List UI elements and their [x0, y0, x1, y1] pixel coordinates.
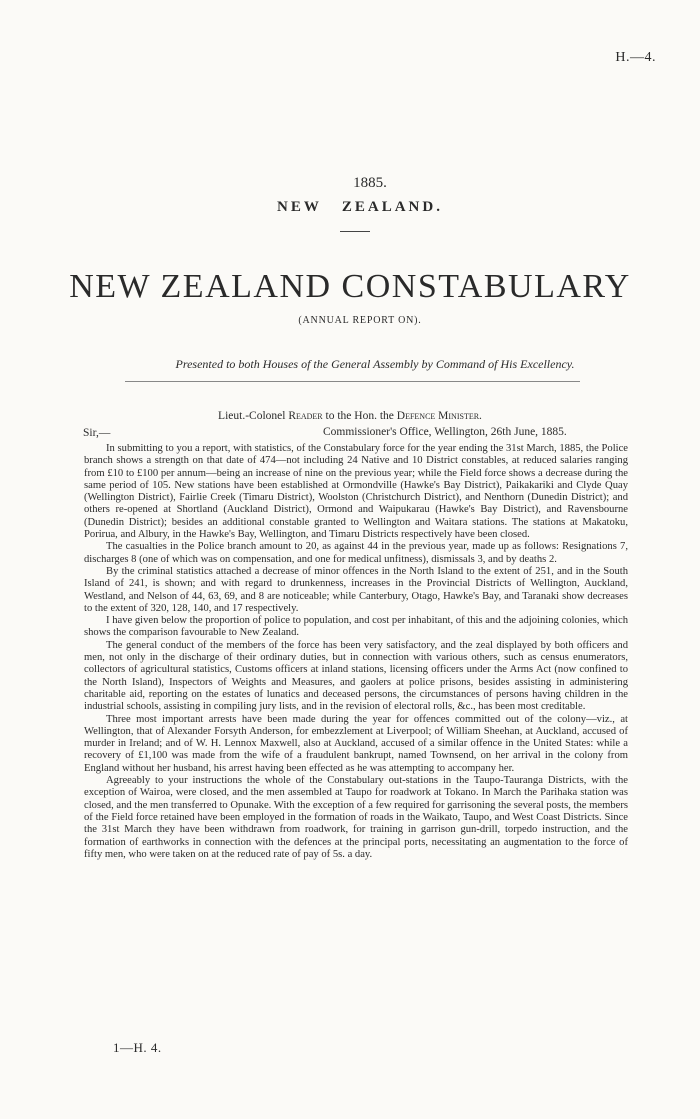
report-year: 1885.	[353, 175, 387, 191]
paragraph: Three most important arrests have been made during the year for offences committed out of the colony—viz., at Wellington, that of Alexander Forsyth Anderson, for embezzlement at Liverpool; of William Sheehan, at Auckland, accused of murder in Ireland; and of W. H. Lennox Maxwell, also at Auckland, accused of a similar offence in the United States: while a recovery of £1,100 was made from the wife of a fraudulent bankrupt, named Townsend, on her arrival in the colony from England without her husband, his arrest having been effected as he was attempting to accompany her.	[84, 713, 628, 774]
paragraph: I have given below the proportion of police to population, and cost per inhabitant, of this and the adjoining colonies, which shows the comparison favourable to New Zealand.	[84, 615, 628, 639]
letter-to: Defence Minister.	[396, 410, 482, 422]
paragraph: The casualties in the Police branch amount to 20, as against 44 in the previous year, made up as follows: Resignations 7, discharges 8 (one of which was on compensation, and one for medical unfitness), dismissals 3, and by deaths 2.	[84, 541, 628, 565]
main-title: NEW ZEALAND CONSTABULARY	[69, 268, 631, 305]
dateline: Commissioner's Office, Wellington, 26th June, 1885.	[323, 426, 567, 438]
subtitle: (ANNUAL REPORT ON).	[298, 315, 422, 326]
letter-middle: to the Hon. the	[322, 410, 397, 422]
paragraph: By the criminal statistics attached a decrease of minor offences in the North Island to the extent of 251, and in the South Island of 241, is shown; and with regard to drunkenness, increases in the Provincial Districts of Wellington, Auckland, Westland, and Nelson of 44, 63, 69, and 8 are noticeable; while Canterbury, Otago, Hawke's Bay, and Taranaki show decreases to the extent of 320, 128, 140, and 17 respectively.	[84, 565, 628, 614]
page-identifier: H.—4.	[615, 50, 656, 65]
paragraph: The general conduct of the members of the force has been very satisfactory, and the zeal displayed by both officers and men, not only in the discharge of their ordinary duties, but in connection with various others, such as census enumerators, collectors of agricultural statistics, Customs officers at inland stations, licensing officers under the Arms Act (now confined to the North Island), Inspectors of Weights and Measures, and gaolers at police prisons, besides assisting in administering charitable aid, reporting on the estates of lunatics and deceased persons, the circumstances of persons having children in the industrial schools, assisting in compiling jury lists, and in the revision of electoral rolls, &c., has been most creditable.	[84, 639, 628, 713]
report-body	[84, 443, 628, 861]
paragraph: In submitting to you a report, with statistics, of the Constabulary force for the year ending the 31st March, 1885, the Police branch shows a strength on that date of 474—not including 24 Native and 10 District constables, at reduced salaries ranging from £10 to £100 per annum—being an increase of nine on the previous year; while the Field force shows a decrease during the same period of 105. New stations have been established at Ormondville (Hawke's Bay District), Paikakariki and Clyde Quay (Wellington District), Fairlie Creek (Timaru District), Woolston (Christchurch District), and Nenthorn (Dunedin District); and others re-opened at Shortland (Auckland District), Ormond and Waipukarau (Hawke's Bay District), and Ravensbourne (Dunedin District); besides an additional constable granted to Wellington and Waitara stations. The stations at Makatoku, Porirua, and Albury, in the Hawke's Bay, Wellington, and Timaru Districts respectively have been closed.	[84, 443, 628, 541]
long-divider	[125, 381, 580, 382]
presented-line: Presented to both Houses of the General Assembly by Command of His Excellency.	[175, 357, 575, 371]
letter-prefix: Lieut.-Colonel	[218, 410, 289, 422]
letter-heading	[0, 410, 700, 422]
letter-from: Reader	[288, 410, 323, 422]
paragraph: Agreeably to your instructions the whole of the Constabulary out-stations in the Taupo-Tauranga Districts, with the exception of Wairoa, were closed, and the men assembled at Taupo for roadwork at Tokano. In March the Parihaka station was closed, and the men transferred to Opunake. With the exception of a few required for garrisoning the several posts, the members of the Field force retained have been employed in the formation of roads in the Waikato, Taupo, and West Coast Districts. Since the 31st March they have been withdrawn from roadwork, for training in garrison gun-drill, torpedo instruction, and the formation of earthworks in connection with the defences at the principal ports, necessitating an augmentation to the force of fifty men, who were taken on at the reduced rate of pay of 5s. a day.	[84, 775, 628, 860]
country-heading: NEW ZEALAND.	[277, 199, 443, 215]
salutation: Sir,—	[83, 427, 111, 439]
printer-signature: 1—H. 4.	[113, 1040, 162, 1055]
short-divider	[340, 231, 370, 232]
